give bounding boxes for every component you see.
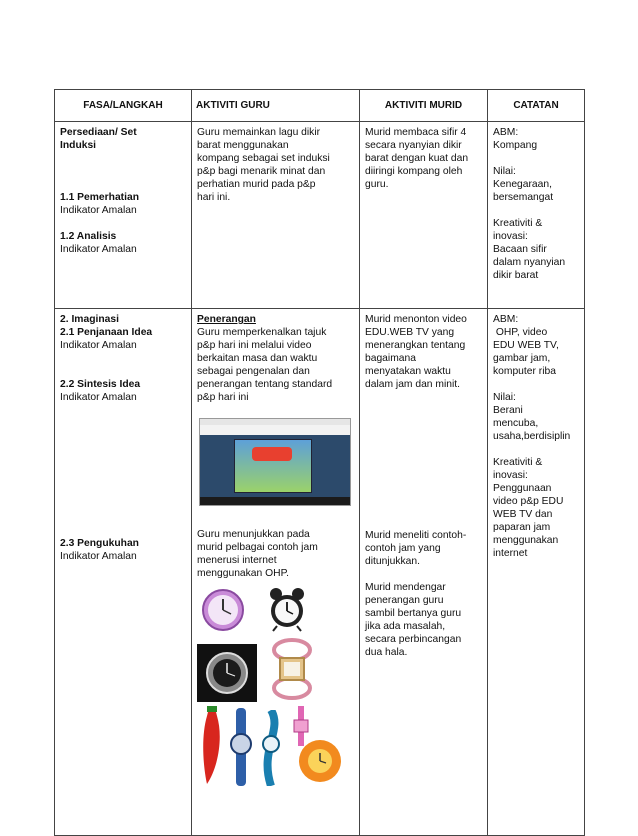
- wristwatch-icon: [197, 644, 257, 702]
- video-screenshot-image: [199, 418, 351, 506]
- nilai-value: mencuba,: [493, 418, 539, 429]
- header-fasa: FASA/LANGKAH: [55, 90, 192, 122]
- guru-line: penerangan tentang standard: [197, 379, 333, 390]
- header-catatan: CATATAN: [488, 90, 585, 122]
- kreativiti-line: Kreativiti &: [493, 218, 543, 229]
- murid-line: guru.: [365, 179, 389, 190]
- abm-value: gambar jam,: [493, 353, 551, 364]
- murid-line: secara perbincangan: [365, 634, 462, 645]
- abm-value: EDU WEB TV,: [493, 340, 559, 351]
- header-aktiviti-guru: AKTIVITI GURU: [192, 90, 360, 122]
- kreativiti-line: Kreativiti &: [493, 457, 543, 468]
- pengukuhan-label: 2.3 Pengukuhan: [60, 538, 139, 549]
- murid-line: bagaimana: [365, 353, 416, 364]
- murid-line: secara nyanyian dikir: [365, 140, 462, 151]
- bracelet-watch-icon: [267, 636, 317, 702]
- murid-line: dalam jam dan minit.: [365, 379, 460, 390]
- kreativiti-line: dalam nyanyian: [493, 257, 566, 268]
- row2-catatan-cell: [488, 309, 585, 836]
- guru-line: perhatian murid pada p&p: [197, 179, 316, 190]
- row1-guru-cell: [192, 122, 360, 309]
- kreativiti-line: inovasi:: [493, 231, 528, 242]
- murid-line: Murid membaca sifir 4: [365, 127, 467, 138]
- guru-line: barat menggunakan: [197, 140, 289, 151]
- row1-catatan-cell: [488, 122, 585, 309]
- kreativiti-line: internet: [493, 548, 528, 559]
- imaginasi-label: 2. Imaginasi: [60, 314, 119, 325]
- sunflower-clock-icon: [297, 738, 343, 784]
- chili-watch-icon: [197, 706, 227, 786]
- kreativiti-line: dikir barat: [493, 270, 539, 281]
- guru-line: hari ini.: [197, 192, 231, 203]
- kreativiti-line: paparan jam: [493, 522, 551, 533]
- guru-line: berkaitan masa dan waktu: [197, 353, 318, 364]
- murid-line: penerangan guru: [365, 595, 444, 606]
- row2-murid-cell: [360, 309, 488, 836]
- kreativiti-line: menggunakan: [493, 535, 559, 546]
- kreativiti-line: Bacaan sifir: [493, 244, 547, 255]
- murid-line: EDU.WEB TV yang: [365, 327, 455, 338]
- analisis-label: 1.2 Analisis: [60, 231, 117, 242]
- kreativiti-line: Penggunaan: [493, 483, 552, 494]
- kreativiti-line: video p&p EDU: [493, 496, 564, 507]
- pemerhatian-label: 1.1 Pemerhatian: [60, 192, 139, 203]
- nilai-label: Nilai:: [493, 392, 516, 403]
- murid-line: Murid meneliti contoh-: [365, 530, 467, 541]
- header-aktiviti-murid: AKTIVITI MURID: [360, 90, 488, 122]
- indikator-label: Indikator Amalan: [60, 244, 137, 255]
- sintesis-label: 2.2 Sintesis Idea: [60, 379, 141, 390]
- guru-line: Guru menunjukkan pada: [197, 529, 310, 540]
- nilai-label: Nilai:: [493, 166, 516, 177]
- guru-line: murid pelbagai contoh jam: [197, 542, 318, 553]
- abm-value: OHP, video: [493, 327, 548, 338]
- indikator-label: Indikator Amalan: [60, 205, 137, 216]
- murid-line: barat dengan kuat dan: [365, 153, 469, 164]
- murid-line: diiringi kompang oleh: [365, 166, 463, 177]
- abm-label: ABM:: [493, 127, 519, 138]
- indikator-label: Indikator Amalan: [60, 340, 137, 351]
- murid-line: Murid menonton video: [365, 314, 467, 325]
- nilai-value: usaha,berdisiplin: [493, 431, 571, 442]
- abm-value: Kompang: [493, 140, 538, 151]
- guru-line: p&p hari ini: [197, 392, 249, 403]
- guru-line: p&p hari ini melalui video: [197, 340, 312, 351]
- kreativiti-line: inovasi:: [493, 470, 528, 481]
- penjanaan-label: 2.1 Penjanaan Idea: [60, 327, 153, 338]
- murid-line: Murid mendengar: [365, 582, 446, 593]
- row2-guru-cell: [192, 309, 360, 836]
- guru-line: menggunakan OHP.: [197, 568, 289, 579]
- lesson-plan-table: [54, 89, 585, 836]
- abm-label: ABM:: [493, 314, 519, 325]
- guru-line: p&p bagi menarik minat dan: [197, 166, 326, 177]
- penerangan-heading: Penerangan: [197, 314, 256, 325]
- alarm-clock-icon: [267, 586, 307, 632]
- guru-line: menerusi internet: [197, 555, 277, 566]
- murid-line: menyatakan waktu: [365, 366, 451, 377]
- nilai-value: Berani: [493, 405, 523, 416]
- teal-watch-icon: [257, 710, 285, 786]
- murid-line: ditunjukkan.: [365, 556, 420, 567]
- murid-line: menerangkan tentang: [365, 340, 466, 351]
- abm-value: komputer riba: [493, 366, 556, 377]
- row1-murid-cell: [360, 122, 488, 309]
- kreativiti-line: WEB TV dan: [493, 509, 553, 520]
- fasa-title-2: Induksi: [60, 140, 97, 151]
- row2-fasa-cell: [55, 309, 192, 836]
- clock-images: [197, 586, 347, 806]
- murid-line: sambil bertanya guru: [365, 608, 462, 619]
- blue-watch-icon: [227, 708, 255, 786]
- indikator-label: Indikator Amalan: [60, 551, 137, 562]
- fasa-title-1: Persediaan/ Set: [60, 127, 137, 138]
- nilai-value: bersemangat: [493, 192, 554, 203]
- table-row: [55, 309, 585, 836]
- murid-line: jika ada masalah,: [365, 621, 446, 632]
- murid-line: dua hala.: [365, 647, 408, 658]
- guru-line: Guru memainkan lagu dikir: [197, 127, 321, 138]
- indikator-label: Indikator Amalan: [60, 392, 137, 403]
- guru-line: kompang sebagai set induksi: [197, 153, 330, 164]
- wall-clock-icon: [201, 588, 245, 632]
- header-row: [55, 90, 585, 122]
- table-row: [55, 122, 585, 309]
- row1-fasa-cell: [55, 122, 192, 309]
- guru-line: Guru memperkenalkan tajuk: [197, 327, 327, 338]
- guru-line: sebagai pengenalan dan: [197, 366, 310, 377]
- nilai-value: Kenegaraan,: [493, 179, 552, 190]
- murid-line: contoh jam yang: [365, 543, 441, 554]
